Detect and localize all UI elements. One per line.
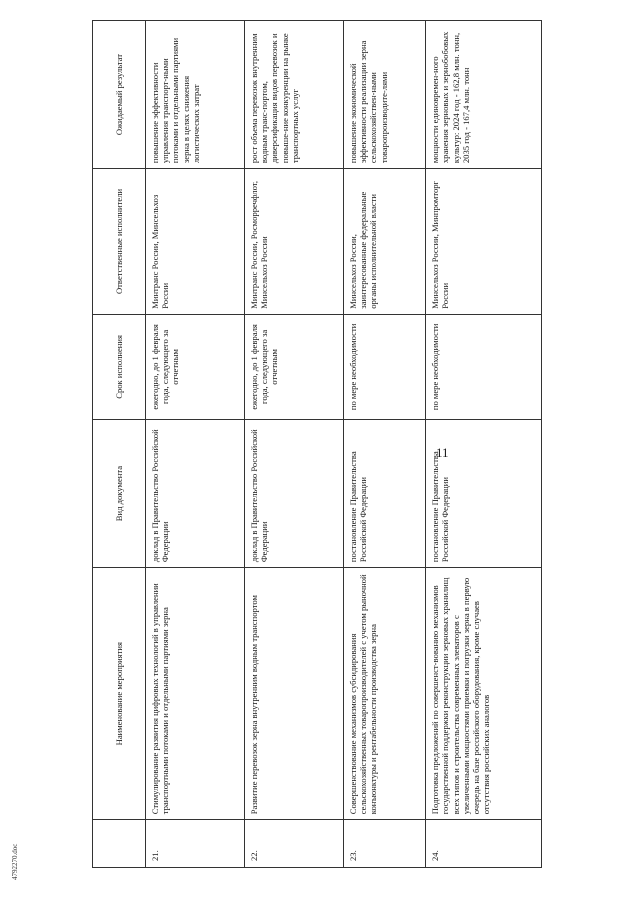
expected-result: повышение экономической эффективности реализации зерна сельскохозяйствен-ными товаропроизводите-лями	[344, 21, 426, 169]
table-header-row	[93, 21, 146, 868]
header-result: Ожидаемый результат	[93, 21, 146, 169]
table-row	[245, 21, 344, 868]
expected-result: рост объема перевозок внутренним водным транс-портом, диверсификация видов перевозок и повыше-ние конкуренции на рынке транспортных услуг	[245, 21, 344, 169]
document-type: доклад в Правительство Российской Федерации	[146, 420, 245, 568]
page-number: 11	[436, 445, 449, 460]
measure-name: Подготовка предложений по совершенст-вованию механизмов государственной поддержки реконструкции зерновых хранилищ всех типов и строительства современных элеваторов с увеличенными мощностями приемки и погрузки зерна в первую очередь на базе российского оборудования, кроме случаев отсутствия российских аналогов	[426, 568, 542, 820]
rotated-table-wrapper	[92, 20, 542, 868]
row-number: 24.	[426, 820, 542, 868]
header-responsible: Ответственные исполнители	[93, 169, 146, 315]
expected-result: мощности единовремен-ного хранения зерновых и зернобобовых культур: 2024 год - 162,8 млн. тонн, 2035 год - 167,4 млн. тонн	[426, 21, 542, 169]
responsible: Минтранс России, Росморречфлот, Минсельхоз России	[245, 169, 344, 315]
table-row	[146, 21, 245, 868]
measures-table	[92, 20, 542, 868]
table-row	[344, 21, 426, 868]
header-num	[93, 820, 146, 868]
header-doc: Вид документа	[93, 420, 146, 568]
responsible: Минсельхоз России, заинтересованные федеральные органы исполнительной власти	[344, 169, 426, 315]
term: ежегодно, до 1 февраля года, следующего за отчетным	[146, 314, 245, 419]
footer-doc-code: 4792270.doc	[11, 843, 19, 880]
responsible: Минсельхоз России, Минпромторг России	[426, 169, 542, 315]
header-name: Наименование мероприятия	[93, 568, 146, 820]
term: по мере необходимости	[426, 314, 542, 419]
row-number: 23.	[344, 820, 426, 868]
term: ежегодно, до 1 февраля года, следующего за отчетным	[245, 314, 344, 419]
measure-name: Развитие перевозок зерна внутренним водным транспортом	[245, 568, 344, 820]
document-type: постановление Правительства Российской Федерации	[426, 420, 542, 568]
document-type: постановление Правительства Российской Федерации	[344, 420, 426, 568]
table-row	[426, 21, 542, 868]
row-number: 22.	[245, 820, 344, 868]
measure-name: Совершенствование механизмов субсидирования сельскохозяйственных товаропроизводителей с учетом рыночной конъюнктуры и рентабельности производства зерна	[344, 568, 426, 820]
expected-result: повышение эффективности управления транспорт-ными потоками и отдельными партиями зерна в целях снижения логистических затрат	[146, 21, 245, 169]
measure-name: Стимулирование развития цифровых технологий в управлении транспортными потоками и отдельными партиями зерна	[146, 568, 245, 820]
term: по мере необходимости	[344, 314, 426, 419]
header-term: Срок исполнения	[93, 314, 146, 419]
responsible: Минтранс России, Минсельхоз России	[146, 169, 245, 315]
row-number: 21.	[146, 820, 245, 868]
document-type: доклад в Правительство Российской Федерации	[245, 420, 344, 568]
